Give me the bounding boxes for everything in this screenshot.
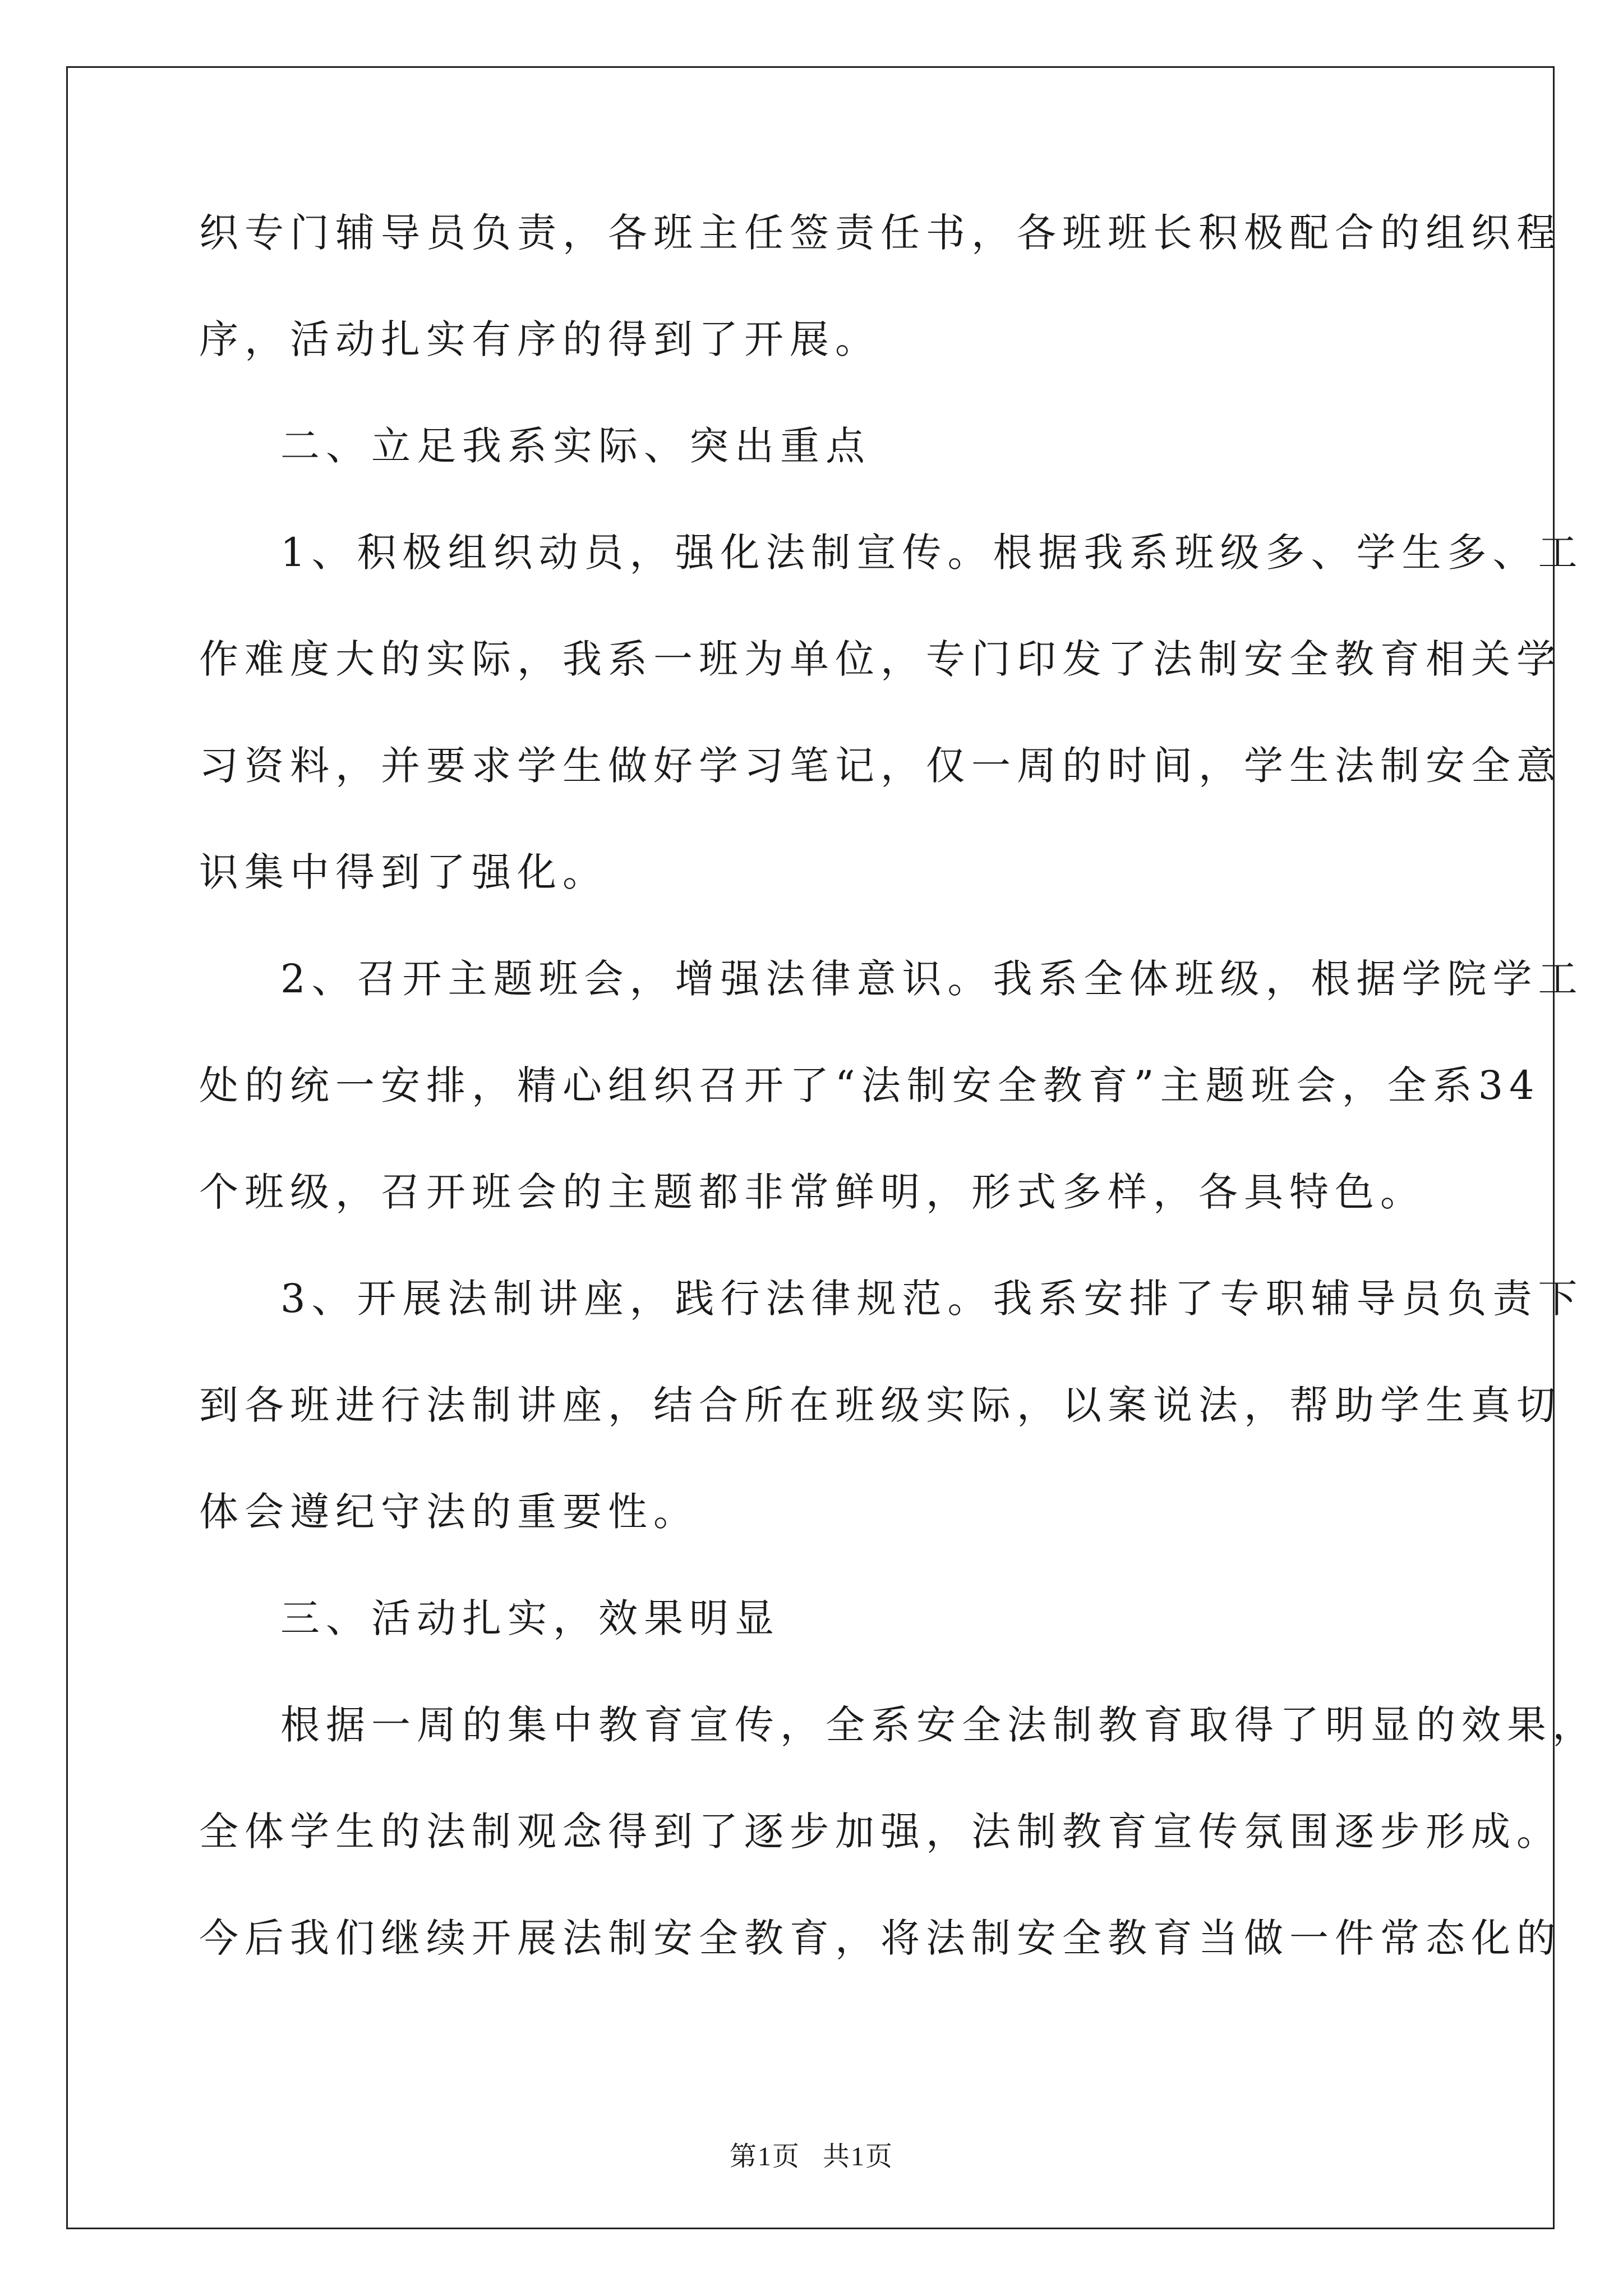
text-line: 3、开展法制讲座，践行法律规范。我系安排了专职辅导员负责下 — [280, 1276, 1584, 1322]
text-line: 全体学生的法制观念得到了逐步加强，法制教育宣传氛围逐步形成。 — [199, 1809, 1562, 1855]
text-line: 识集中得到了强化。 — [199, 849, 608, 895]
section-heading: 二、立足我系实际、突出重点 — [280, 423, 871, 469]
text-line: 织专门辅导员负责，各班主任签责任书，各班班长积极配合的组织程 — [199, 210, 1562, 256]
text-line: 体会遵纪守法的重要性。 — [199, 1489, 699, 1535]
page-number: 第1页 — [729, 2142, 800, 2171]
text-line: 2、召开主题班会，增强法律意识。我系全体班级，根据学院学工 — [280, 956, 1584, 1002]
text-line: 今后我们继续开展法制安全教育，将法制安全教育当做一件常态化的 — [199, 1915, 1562, 1961]
page-footer — [0, 2134, 1623, 2173]
text-line: 1、积极组织动员，强化法制宣传。根据我系班级多、学生多、工 — [280, 530, 1584, 576]
text-line: 根据一周的集中教育宣传，全系安全法制教育取得了明显的效果， — [280, 1702, 1598, 1748]
text-line: 个班级，召开班会的主题都非常鲜明，形式多样，各具特色。 — [199, 1169, 1426, 1215]
page-border — [66, 66, 1555, 2229]
text-line: 习资料，并要求学生做好学习笔记，仅一周的时间，学生法制安全意 — [199, 743, 1562, 789]
text-line: 处的统一安排，精心组织召开了“法制安全教育”主题班会，全系34 — [199, 1062, 1541, 1108]
text-line: 序，活动扎实有序的得到了开展。 — [199, 316, 880, 362]
page-total: 共1页 — [823, 2142, 894, 2171]
section-heading: 三、活动扎实，效果明显 — [280, 1595, 780, 1641]
text-line: 作难度大的实际，我系一班为单位，专门印发了法制安全教育相关学 — [199, 636, 1562, 682]
text-line: 到各班进行法制讲座，结合所在班级实际，以案说法，帮助学生真切 — [199, 1382, 1562, 1428]
